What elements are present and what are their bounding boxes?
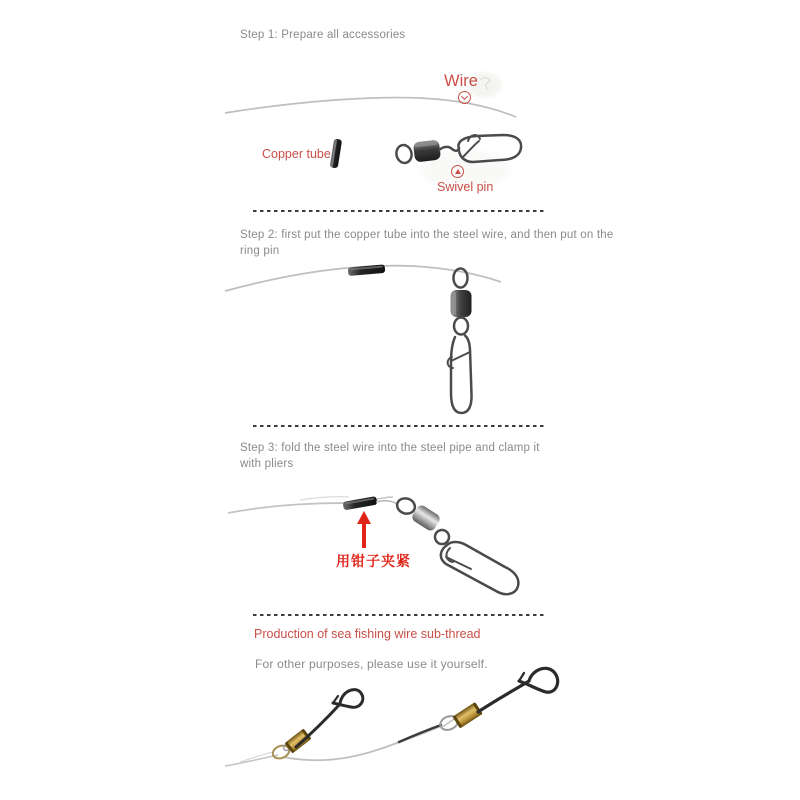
step3-assembly-figure: [228, 496, 518, 594]
step2-assembly-figure: [225, 264, 501, 413]
other-purposes-note: For other purposes, please use it yourself.: [255, 657, 488, 671]
copper-tube-label: Copper tube: [262, 147, 331, 161]
step3-title-line2: with pliers: [240, 458, 294, 470]
copper-tube-figure: [330, 139, 342, 169]
section-divider: [253, 614, 547, 616]
wire-label: Wire: [444, 72, 478, 90]
arrow-up-icon: [356, 511, 372, 551]
step2-title-line1: Step 2: first put the copper tube into the steel wire, and then put on the: [240, 229, 614, 241]
production-heading: Production of sea fishing wire sub-thread: [254, 627, 481, 641]
clamp-with-pliers-note: 用钳子夹紧: [336, 553, 411, 569]
hooks-figure: [225, 668, 558, 766]
swivel-pin-figure: [395, 135, 521, 164]
swivel-pin-label: Swivel pin: [437, 180, 494, 194]
step1-title: Step 1: Prepare all accessories: [240, 29, 406, 41]
triangle-up-circle-icon: [451, 165, 464, 178]
chevron-down-circle-icon: [458, 91, 471, 104]
section-divider: [253, 425, 547, 427]
step2-title-line2: ring pin: [240, 245, 280, 257]
section-divider: [253, 210, 547, 212]
step3-title-line1: Step 3: fold the steel wire into the steel pipe and clamp it: [240, 442, 540, 454]
